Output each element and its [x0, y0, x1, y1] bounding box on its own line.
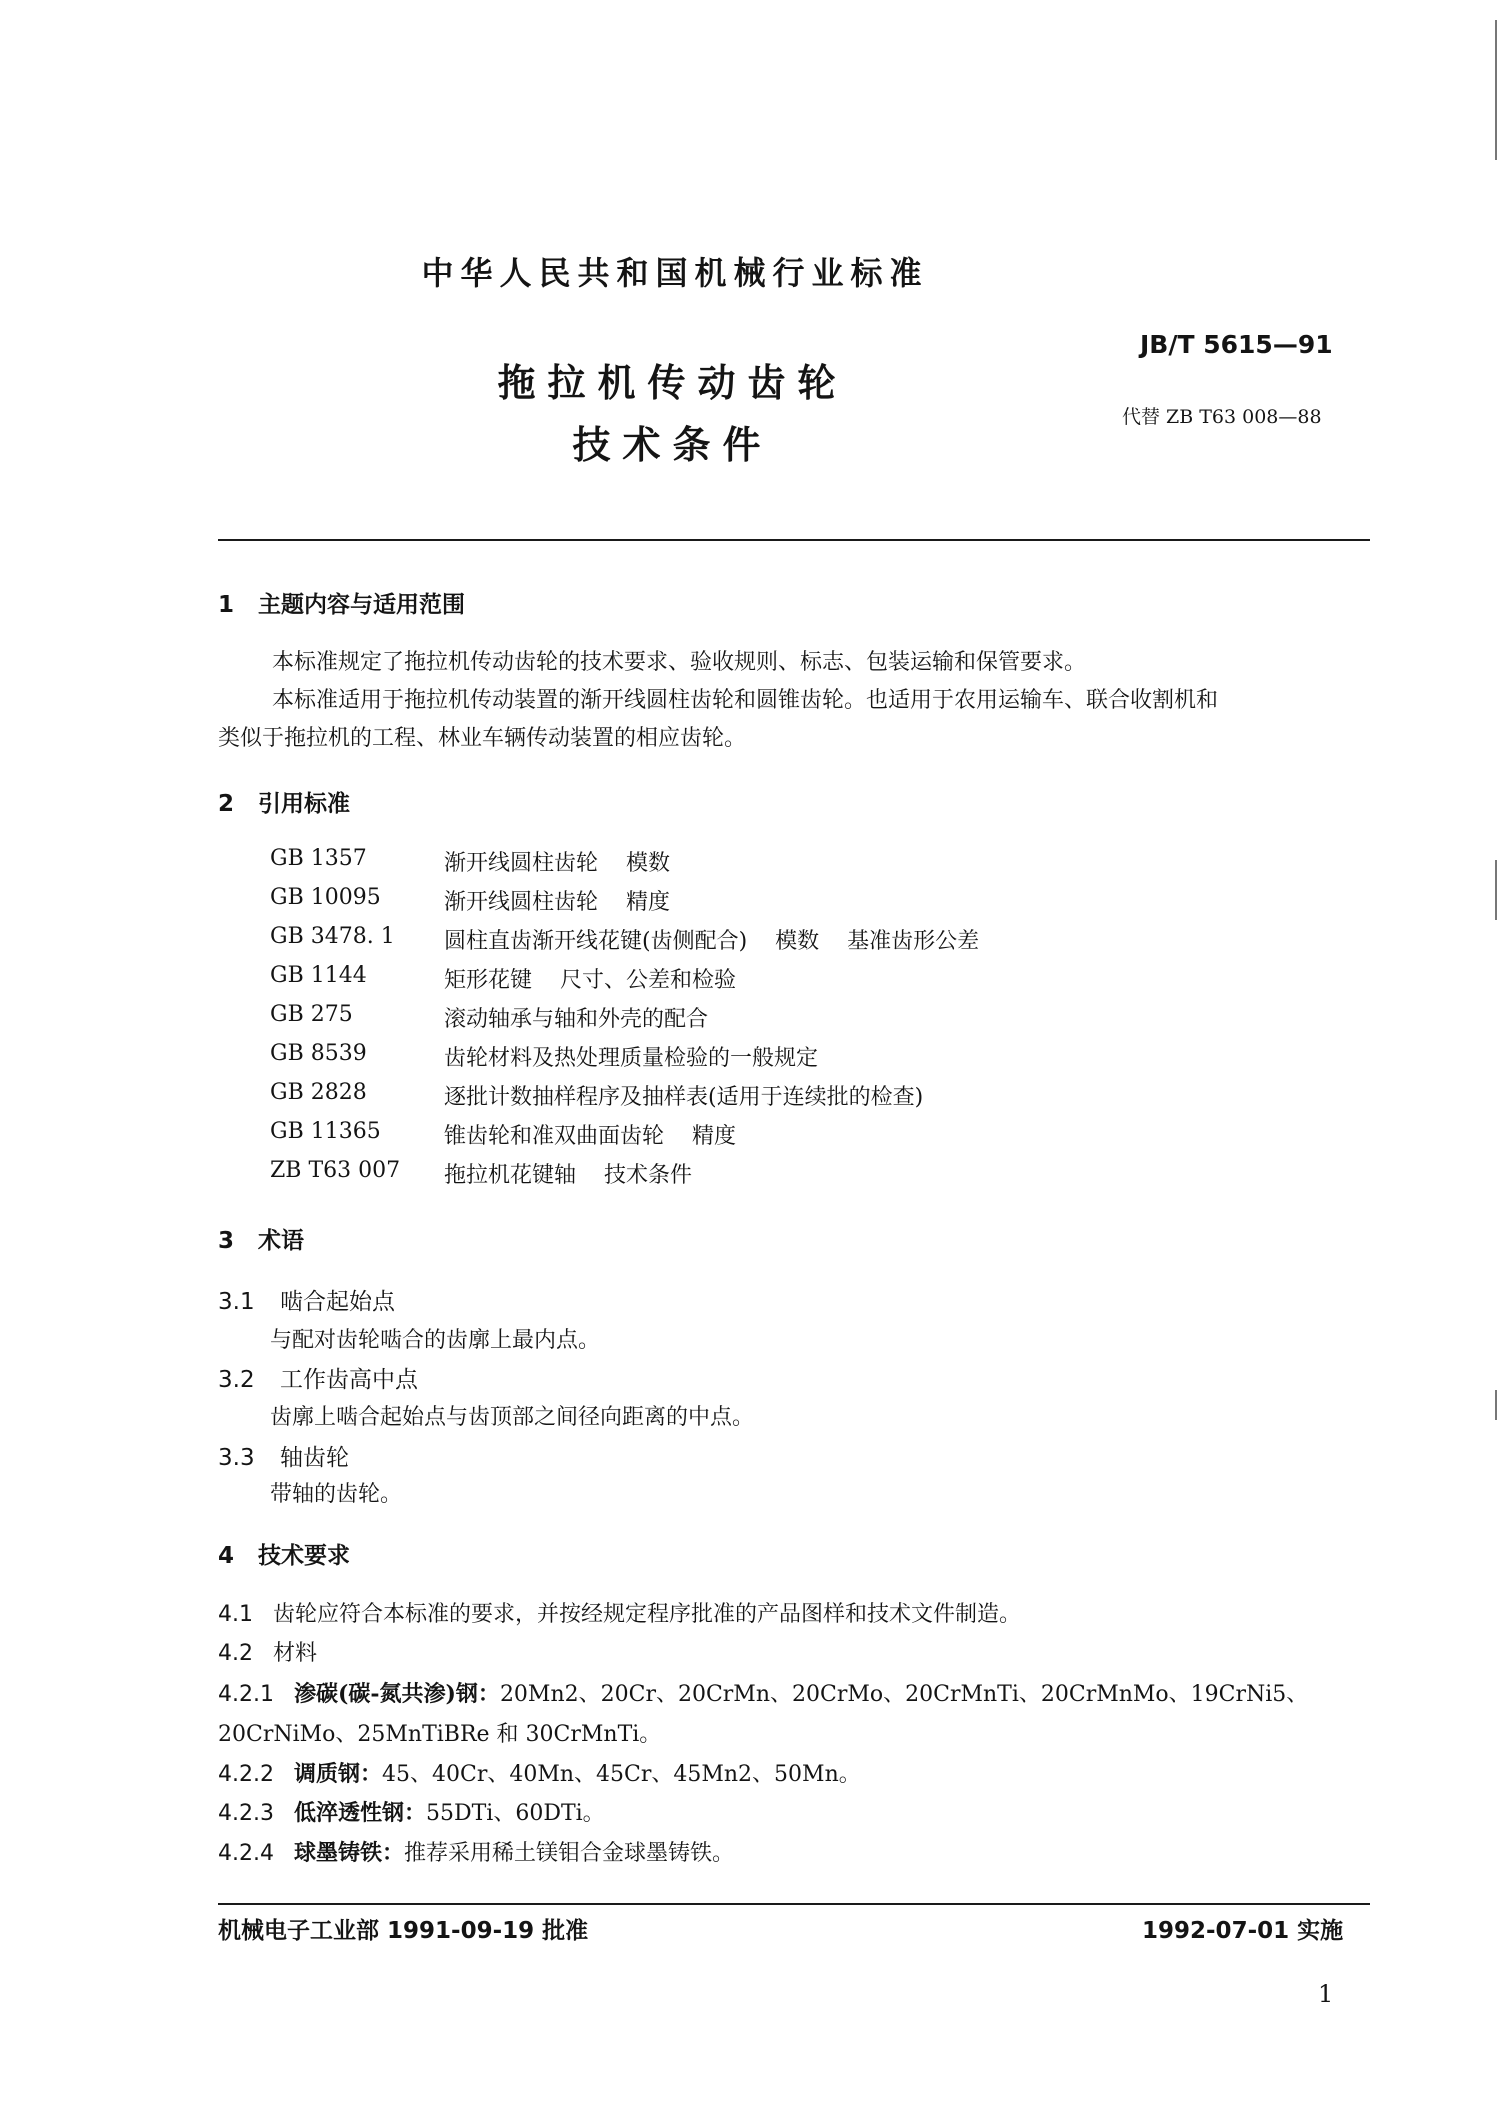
- section-1-paragraph-1: 本标准规定了拖拉机传动齿轮的技术要求、验收规则、标志、包装运输和保管要求。: [272, 650, 1087, 675]
- term-number: 3.2: [218, 1367, 255, 1393]
- term-3-2: [218, 1361, 418, 1394]
- clause-number: 4.2.4: [218, 1841, 274, 1866]
- clause-label: 球墨铸铁：: [293, 1840, 404, 1866]
- term-3-1: [218, 1283, 395, 1316]
- page-number: 1: [1318, 1980, 1334, 2008]
- requirement-4-2-3: [218, 1796, 605, 1827]
- term-name: 啮合起始点: [280, 1289, 395, 1315]
- section-number: 3: [218, 1228, 235, 1254]
- term-definition: 与配对齿轮啮合的齿廓上最内点。: [270, 1328, 601, 1353]
- section-number: 1: [218, 592, 235, 618]
- section-1-heading: [218, 586, 465, 619]
- section-1-paragraph-2a: 本标准适用于拖拉机传动装置的渐开线圆柱齿轮和圆锥齿轮。也适用于农用运输车、联合收割机和: [272, 688, 1219, 713]
- term-definition: 带轴的齿轮。: [270, 1482, 403, 1507]
- clause-number: 4.2.3: [218, 1801, 274, 1826]
- standard-org-heading: 中华人民共和国机械行业标准: [421, 254, 929, 292]
- header-divider: [218, 539, 1370, 541]
- reference-title: 渐开线圆柱齿轮 模数: [444, 851, 670, 876]
- clause-number: 4.2: [218, 1641, 253, 1666]
- reference-title: 矩形花键 尺寸、公差和检验: [444, 968, 736, 993]
- section-2-heading: [218, 785, 350, 818]
- section-1-paragraph-2b: 类似于拖拉机的工程、林业车辆传动装置的相应齿轮。: [218, 726, 747, 751]
- clause-label: 渗碳(碳-氮共渗)钢：: [293, 1681, 500, 1707]
- reference-title: 逐批计数抽样程序及抽样表(适用于连续批的检查): [444, 1085, 924, 1110]
- section-number: 4: [218, 1543, 235, 1569]
- clause-text: 45、40Cr、40Mn、45Cr、45Mn2、50Mn。: [382, 1762, 861, 1787]
- reference-code: GB 2828: [270, 1080, 367, 1105]
- reference-code: GB 3478. 1: [270, 924, 395, 949]
- requirement-4-1: [218, 1597, 1021, 1628]
- clause-number: 4.1: [218, 1602, 253, 1627]
- section-number: 2: [218, 791, 235, 817]
- clause-text: 推荐采用稀土镁钼合金球墨铸铁。: [404, 1841, 735, 1866]
- reference-title: 渐开线圆柱齿轮 精度: [444, 890, 670, 915]
- replaces-note: 代替 ZB T63 008—88: [1122, 406, 1322, 428]
- requirement-4-2-1-continued: 20CrNiMo、25MnTiBRe 和 30CrMnTi。: [218, 1722, 662, 1747]
- requirement-4-2-2: [218, 1757, 861, 1788]
- reference-code: GB 10095: [270, 885, 381, 910]
- section-title: 引用标准: [258, 791, 350, 817]
- section-title: 主题内容与适用范围: [258, 592, 465, 618]
- requirement-4-2: [218, 1636, 317, 1667]
- reference-title: 拖拉机花键轴 技术条件: [444, 1163, 692, 1188]
- section-4-heading: [218, 1537, 350, 1570]
- reference-title: 滚动轴承与轴和外壳的配合: [444, 1007, 709, 1032]
- clause-text: 20Mn2、20Cr、20CrMn、20CrMo、20CrMnTi、20CrMnMo、19CrNi5、: [499, 1682, 1309, 1707]
- term-name: 工作齿高中点: [280, 1367, 418, 1393]
- term-number: 3.1: [218, 1289, 255, 1315]
- reference-code: GB 1144: [270, 963, 367, 988]
- requirement-4-2-4: [218, 1836, 734, 1867]
- clause-text: 材料: [273, 1641, 318, 1666]
- reference-code: GB 275: [270, 1002, 353, 1027]
- reference-code: GB 8539: [270, 1041, 367, 1066]
- term-definition: 齿廓上啮合起始点与齿顶部之间径向距离的中点。: [270, 1405, 755, 1430]
- clause-text: 齿轮应符合本标准的要求，并按经规定程序批准的产品图样和技术文件制造。: [273, 1602, 1022, 1627]
- term-name: 轴齿轮: [280, 1445, 349, 1471]
- approval-note: 机械电子工业部 1991-09-19 批准: [218, 1918, 589, 1944]
- reference-title: 齿轮材料及热处理质量检验的一般规定: [444, 1046, 819, 1071]
- scan-edge-mark: [1495, 860, 1497, 920]
- section-3-heading: [218, 1222, 304, 1255]
- clause-label: 低淬透性钢：: [293, 1800, 426, 1826]
- reference-code: ZB T63 007: [270, 1158, 401, 1183]
- clause-number: 4.2.1: [218, 1682, 274, 1707]
- scan-edge-mark: [1495, 20, 1497, 160]
- reference-code: GB 11365: [270, 1119, 381, 1144]
- effective-date: 1992-07-01 实施: [1142, 1918, 1344, 1944]
- clause-number: 4.2.2: [218, 1762, 274, 1787]
- reference-title: 锥齿轮和准双曲面齿轮 精度: [444, 1124, 736, 1149]
- clause-text: 55DTi、60DTi。: [426, 1801, 605, 1826]
- term-3-3: [218, 1439, 349, 1472]
- requirement-4-2-1: [218, 1677, 1308, 1708]
- standard-number: JB/T 5615—91: [1140, 330, 1333, 359]
- section-title: 技术要求: [258, 1543, 350, 1569]
- reference-code: GB 1357: [270, 846, 367, 871]
- reference-title: 圆柱直齿渐开线花键(齿侧配合) 模数 基准齿形公差: [444, 929, 980, 954]
- term-number: 3.3: [218, 1445, 255, 1471]
- clause-label: 调质钢：: [293, 1761, 382, 1787]
- document-title-line2: 技术条件: [572, 423, 773, 467]
- section-title: 术语: [258, 1228, 304, 1254]
- scan-edge-mark: [1495, 1390, 1497, 1420]
- footer-divider: [218, 1903, 1370, 1905]
- document-title-line1: 拖拉机传动齿轮: [497, 361, 848, 405]
